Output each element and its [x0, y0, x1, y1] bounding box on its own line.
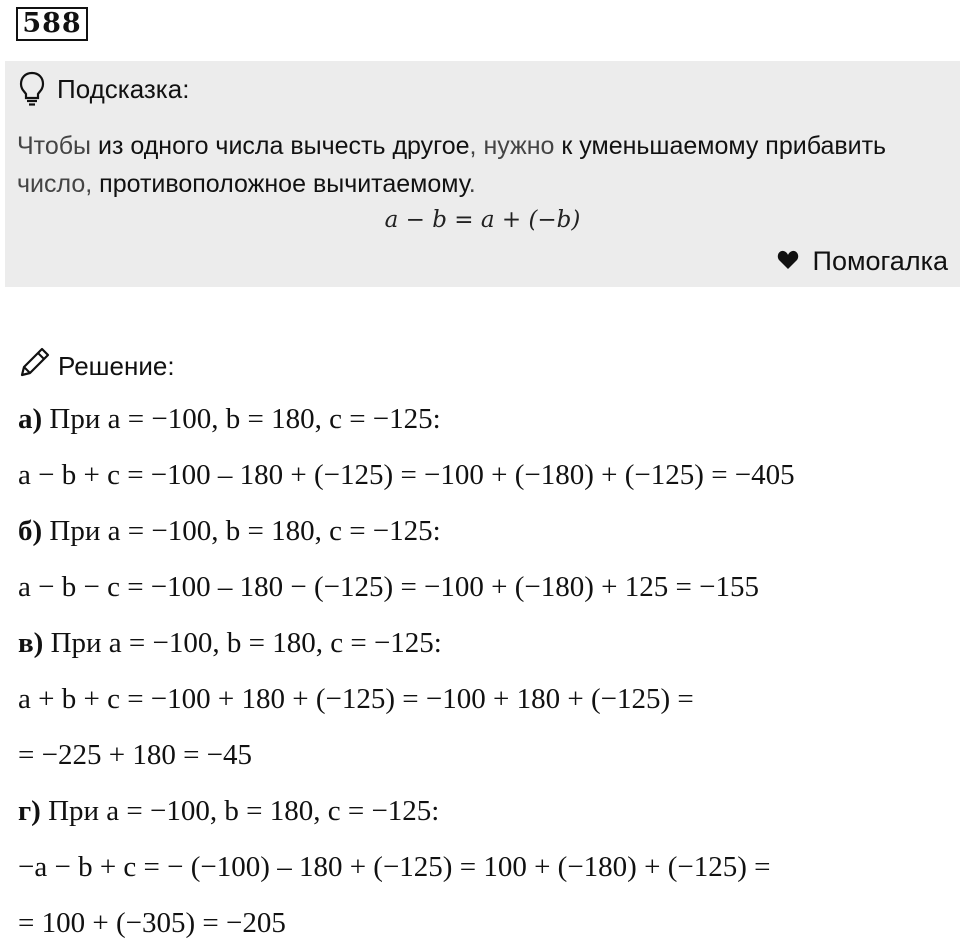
- item-label: г): [18, 795, 41, 827]
- hint-header: [19, 71, 189, 107]
- math-expression: a + b + c = −100 + 180 + (−125) = −100 + 180 + (−125) =: [18, 683, 694, 715]
- heart-icon: [777, 246, 813, 277]
- math-expression: −a − b + c = − (−100) – 180 + (−125) = 100 + (−180) + (−125) =: [18, 851, 771, 883]
- item-label: б): [18, 515, 43, 547]
- math-expression: a − b − c = −100 – 180 − (−125) = −100 + (−180) + 125 = −155: [18, 571, 759, 603]
- hint-formula: a − b = a + (−b): [384, 207, 581, 233]
- item-label: в): [18, 627, 44, 659]
- math-expression: При a = −100, b = 180, c = −125:: [42, 515, 441, 547]
- hint-text-part: число,: [17, 170, 100, 198]
- math-expression: При a = −100, b = 180, c = −125:: [42, 403, 441, 435]
- hint-text: [17, 127, 947, 203]
- solution-line: [18, 739, 252, 772]
- hint-text-part: Чтобы: [17, 132, 98, 160]
- hint-text-part: противоположное вычитаемому: [99, 170, 469, 198]
- math-expression: При a = −100, b = 180, c = −125:: [40, 795, 440, 827]
- solution-line: [18, 403, 441, 436]
- item-label: а): [18, 403, 43, 435]
- hint-text-part: из одного числа вычесть другое: [97, 132, 470, 160]
- math-expression: При a = −100, b = 180, c = −125:: [43, 627, 442, 659]
- hint-box: [5, 61, 960, 287]
- brand-link[interactable]: [777, 246, 948, 277]
- solution-line: [18, 571, 759, 604]
- hint-text-part: к уменьшаемому прибавить: [561, 132, 887, 160]
- hint-title: Подсказка:: [57, 73, 190, 104]
- hint-text-part: , нужно: [469, 132, 562, 160]
- brand-label: Помогалка: [812, 246, 948, 276]
- solution-line: [18, 515, 441, 548]
- solution-line: [18, 683, 694, 716]
- solution-line: [18, 459, 795, 492]
- hint-text-part: .: [468, 170, 476, 198]
- solution-title: Решение:: [58, 351, 175, 381]
- solution-line: [18, 627, 442, 660]
- solution-header: [16, 345, 175, 388]
- math-expression: = 100 + (−305) = −205: [18, 907, 286, 939]
- pencil-icon: [16, 345, 58, 388]
- math-expression: a − b + c = −100 – 180 + (−125) = −100 + (−180) + (−125) = −405: [18, 459, 795, 491]
- task-number: 588: [16, 7, 88, 41]
- solution-line: [18, 907, 286, 940]
- lightbulb-icon: [19, 71, 45, 107]
- math-expression: = −225 + 180 = −45: [18, 739, 253, 771]
- solution-line: [18, 795, 439, 828]
- solution-line: [18, 851, 770, 884]
